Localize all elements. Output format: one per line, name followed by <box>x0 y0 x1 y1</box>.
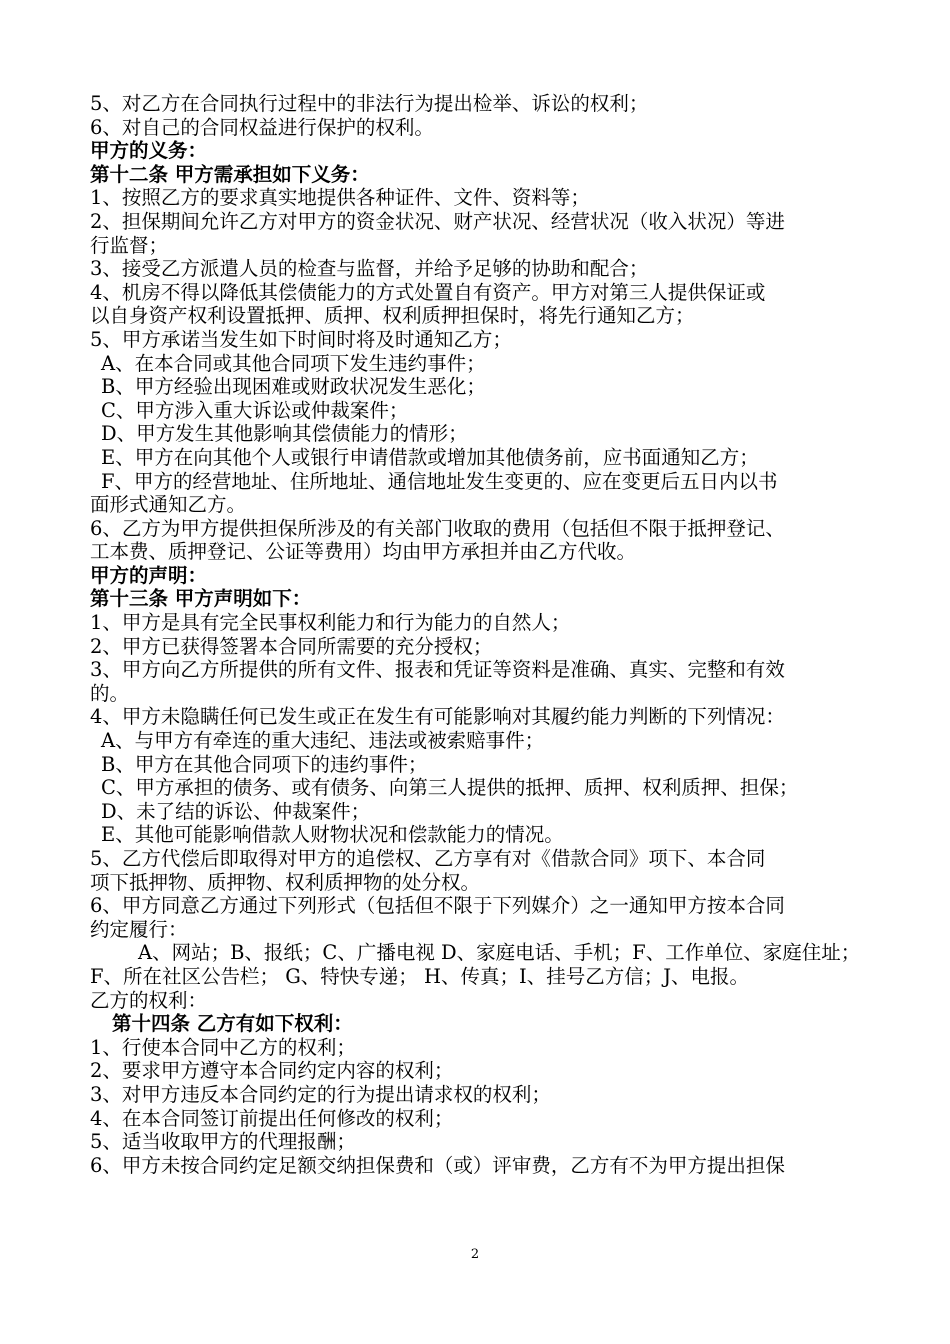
text-line: 6、甲方同意乙方通过下列形式（包括但不限于下列媒介）之一通知甲方按本合同 <box>90 894 785 918</box>
text-line: 2、担保期间允许乙方对甲方的资金状况、财产状况、经营状况（收入状况）等进 <box>90 209 785 233</box>
text-line: 3、甲方向乙方所提供的所有文件、报表和凭证等资料是准确、真实、完整和有效 <box>90 658 785 682</box>
text-line: B、甲方经验出现困难或财政状况发生恶化； <box>101 375 486 399</box>
text-line: B、甲方在其他合同项下的违约事件； <box>101 752 428 776</box>
text-line: A、与甲方有牵连的重大违纪、违法或被索赔事件； <box>101 729 545 753</box>
text-line: 2、要求甲方遵守本合同约定内容的权利； <box>90 1059 454 1083</box>
text-line: 甲方的义务： <box>90 139 208 163</box>
text-line: 4、在本合同签订前提出任何修改的权利； <box>90 1106 454 1130</box>
text-line: E、甲方在向其他个人或银行申请借款或增加其他债务前，应书面通知乙方； <box>101 445 759 469</box>
text-line: 1、按照乙方的要求真实地提供各种证件、文件、资料等； <box>90 186 590 210</box>
text-line: F、甲方的经营地址、住所地址、通信地址发生变更的、应在变更后五日内以书 <box>101 469 778 493</box>
document-body <box>90 92 870 1177</box>
text-line: 乙方的权利： <box>90 988 208 1012</box>
text-line: C、甲方涉入重大诉讼或仲裁案件； <box>101 398 409 422</box>
text-line: D、未了结的诉讼、仲裁案件； <box>101 799 371 823</box>
text-line: 第十四条 乙方有如下权利： <box>112 1012 353 1036</box>
text-line: 以自身资产权利设置抵押、质押、权利质押担保时，将先行通知乙方； <box>90 304 695 328</box>
text-line: 第十二条 甲方需承担如下义务： <box>90 162 370 186</box>
text-line: 甲方的声明： <box>90 563 208 587</box>
text-line: A、在本合同或其他合同项下发生违约事件； <box>101 351 486 375</box>
text-line: 面形式通知乙方。 <box>90 493 247 517</box>
page-number: 2 <box>470 1247 480 1262</box>
text-line: E、其他可能影响借款人财物状况和偿款能力的情况。 <box>101 823 564 847</box>
text-line: 4、甲方未隐瞒任何已发生或正在发生有可能影响对其履约能力判断的下列情况： <box>90 705 785 729</box>
text-line: 行监督； <box>90 233 169 257</box>
text-line: 1、甲方是具有完全民事权利能力和行为能力的自然人； <box>90 611 571 635</box>
text-line: 5、适当收取甲方的代理报酬； <box>90 1130 356 1154</box>
text-line: C、甲方承担的债务、或有债务、向第三人提供的抵押、质押、权利质押、担保； <box>101 776 799 800</box>
text-line: F、所在社区公告栏； G、特快专递； H、传真；I、挂号乙方信；J、电报。 <box>90 964 750 988</box>
text-line: 第十三条 甲方声明如下： <box>90 587 312 611</box>
text-line: 的。 <box>90 681 130 705</box>
text-line: 6、甲方未按合同约定足额交纳担保费和（或）评审费，乙方有不为甲方提出担保 <box>90 1153 785 1177</box>
text-line: D、甲方发生其他影响其偿债能力的情形； <box>101 422 468 446</box>
text-line: 2、甲方已获得签署本合同所需要的充分授权； <box>90 634 493 658</box>
text-line: 3、对甲方违反本合同约定的行为提出请求权的权利； <box>90 1082 551 1106</box>
text-line: 5、对乙方在合同执行过程中的非法行为提出检举、诉讼的权利； <box>90 92 649 115</box>
text-line: 6、乙方为甲方提供担保所涉及的有关部门收取的费用（包括但不限于抵押登记、 <box>90 516 785 540</box>
text-line: 5、乙方代偿后即取得对甲方的追偿权、乙方享有对《借款合同》项下、本合同 <box>90 847 766 870</box>
text-line: 约定履行： <box>90 917 188 941</box>
text-line: 4、机房不得以降低其偿债能力的方式处置自有资产。甲方对第三人提供保证或 <box>90 280 766 304</box>
text-line: 工本费、质押登记、公证等费用）均由甲方承担并由乙方代收。 <box>90 540 637 564</box>
text-line: A、网站；B、报纸；C、广播电视 D、家庭电话、手机；F、工作单位、家庭住址； <box>138 941 861 965</box>
text-line: 1、行使本合同中乙方的权利； <box>90 1035 356 1059</box>
text-line: 3、接受乙方派遣人员的检查与监督，并给予足够的协助和配合； <box>90 257 649 281</box>
text-line: 项下抵押物、质押物、权利质押物的处分权。 <box>90 870 481 894</box>
text-line: 6、对自己的合同权益进行保护的权利。 <box>90 115 434 139</box>
text-line: 5、甲方承诺当发生如下时间时将及时通知乙方； <box>90 327 512 351</box>
